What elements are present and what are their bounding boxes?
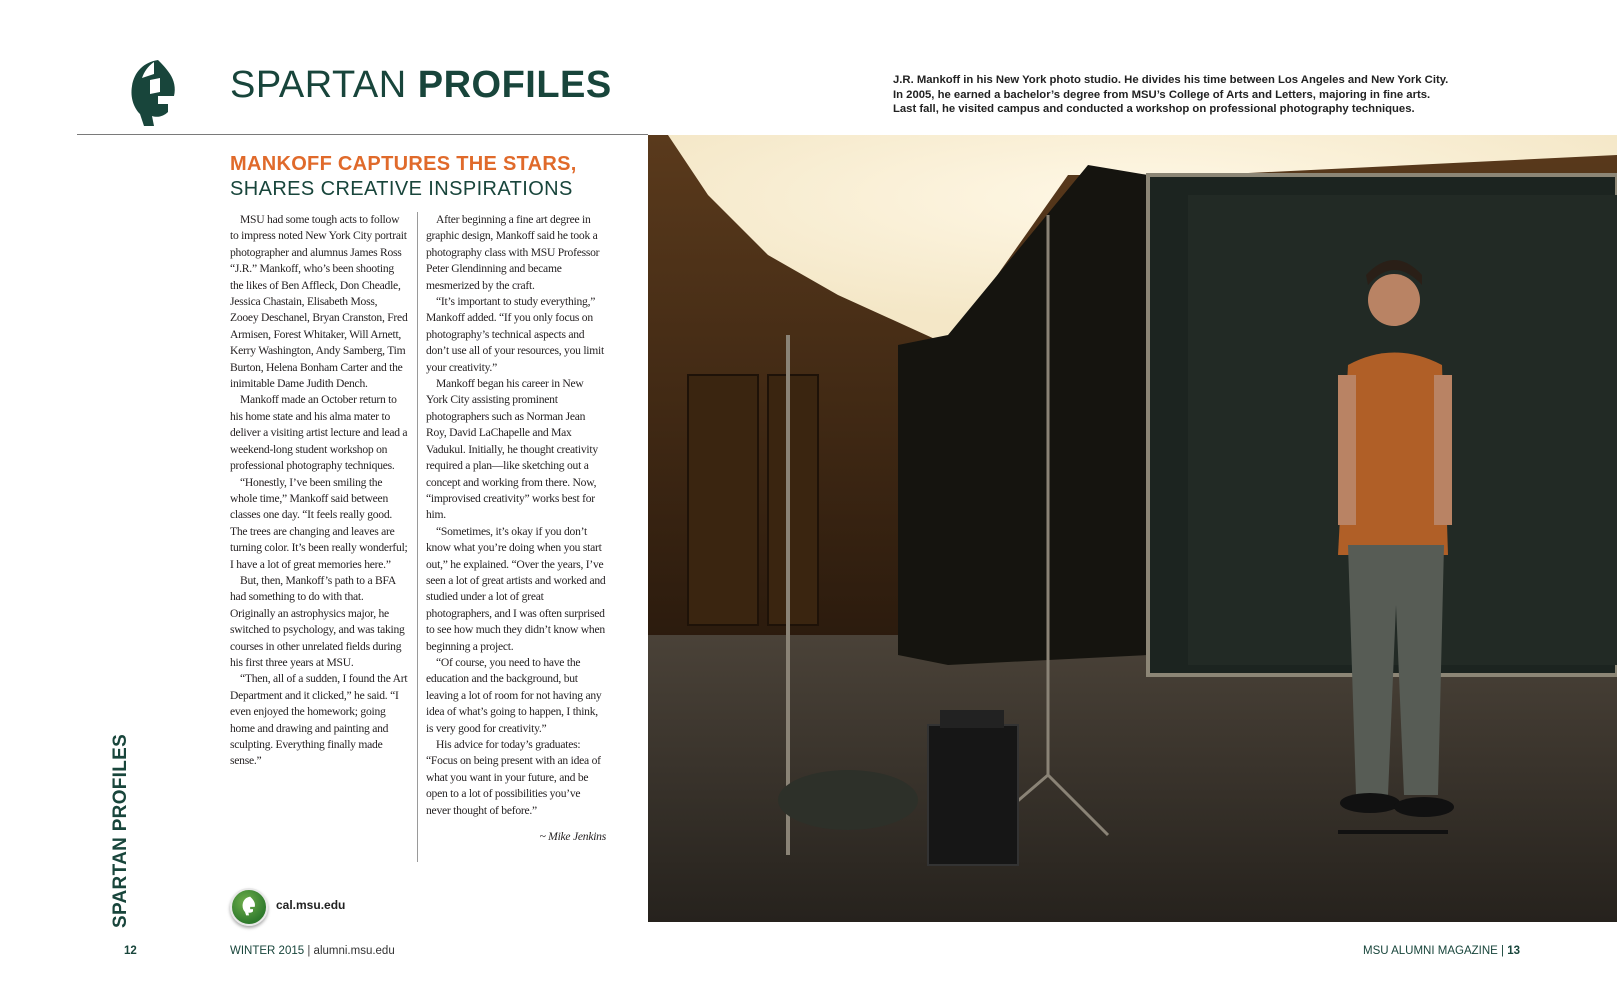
paragraph: His advice for today’s graduates: “Focus on being present with an idea of what you want in your future, and be open to a lot of possibilities you’ve never thought of before.” [426, 738, 601, 817]
column-divider [417, 212, 418, 862]
footer-separator: | [307, 945, 311, 957]
paragraph: After beginning a fine art degree in graphic design, Mankoff said he took a photography class with MSU Professor Peter Glendinning and became mesmerized by the craft. [426, 213, 600, 292]
magazine-name [1363, 945, 1520, 957]
spartan-helmet-icon [124, 58, 184, 128]
spartan-helmet-badge-icon [230, 888, 268, 926]
issue-info [230, 945, 395, 957]
article-column-2 [426, 212, 606, 845]
studio-portrait-photo [648, 135, 1617, 922]
section-title-bold: PROFILES [417, 64, 612, 106]
caption-line: In 2005, he earned a bachelor’s degree from MSU’s College of Arts and Letters, majoring in fine arts. [893, 88, 1431, 101]
magazine-title: MSU ALUMNI MAGAZINE | [1362, 945, 1504, 957]
paragraph: “Honestly, I’ve been smiling the whole time,” Mankoff said between classes one day. “It feels really good. The trees are changing and leaves are turning color. It’s been really wonderful; I have a lot of great memories here.” [230, 475, 408, 571]
caption-line: Last fall, he visited campus and conducted a workshop on professional photography techniques. [893, 103, 1415, 115]
paragraph: “Of course, you need to have the education and the background, but leaving a lot of room for not having any idea of what’s going to happen, I think, is very good for creativity.” [426, 655, 602, 735]
paragraph: “Then, all of a sudden, I found the Art Department and it clicked,” he said. “I even enjoyed the homework; going home and drawing and painting and sculpting. Everything finally made sense.” [230, 672, 408, 768]
paragraph: Mankoff made an October return to his home state and his alma mater to deliver a visiting artist lecture and lead a weekend-long student workshop on professional photography techniques. [230, 393, 408, 473]
section-title [230, 64, 612, 107]
byline: ~ Mike Jenkins [539, 830, 606, 844]
article-column-1 [230, 212, 408, 770]
paragraph: Mankoff began his career in New York City assisting prominent photographers such as Norman Jean Roy, David LaChapelle and Max Vadukul. Initially, he thought creativity required a plan—like sketching out a concept and working from there. Now, “improvised creativity” works best for him. [426, 377, 598, 522]
section-title-light: SPARTAN [230, 64, 407, 106]
paragraph: “It’s important to study everything,” Mankoff added. “If you only focus on photography’s technical aspects and don’t use all of your resources, you limit your creativity.” [426, 295, 604, 374]
page-number-right: 13 [1507, 945, 1520, 957]
article-headline: MANKOFF CAPTURES THE STARS, [230, 153, 577, 175]
photo-caption [893, 73, 1503, 117]
caption-line: J.R. Mankoff in his New York photo studio. He divides his time between Los Angeles and New York City. [893, 74, 1449, 86]
page-number-left: 12 [124, 945, 137, 957]
issue-date: WINTER 2015 [230, 945, 305, 957]
footer-site-link[interactable]: alumni.msu.edu [313, 945, 395, 957]
header-divider [77, 134, 648, 135]
side-section-label: SPARTAN PROFILES [110, 733, 131, 928]
website-link[interactable]: cal.msu.edu [276, 898, 346, 912]
paragraph: MSU had some tough acts to follow to impress noted New York City portrait photographer and alumnus James Ross “J.R.” Mankoff, who’s been shooting the likes of Ben Affleck, Don Cheadle, Jessica Chastain, Elisabeth Moss, Zooey Deschanel, Bryan Cranston, Fred Armisen, Forest Whitaker, Will Arnett, Kerry Washington, Andy Samberg, Tim Burton, Helena Bonham Carter and the inimitable Dame Judith Dench. [230, 213, 408, 391]
paragraph: But, then, Mankoff’s path to a BFA had something to do with that. Originally an astrophysics major, he switched to psychology, and was taking courses in other unrelated fields during his first three years at MSU. [230, 573, 405, 669]
paragraph: “Sometimes, it’s okay if you don’t know what you’re doing when you start out,” he explained. “Over the years, I’ve seen a lot of great artists and worked and studied under a lot of great photographers, and I was often surprised to see how much they didn’t know when beginning a project. [426, 524, 606, 653]
article-subheadline: SHARES CREATIVE INSPIRATIONS [230, 178, 573, 200]
